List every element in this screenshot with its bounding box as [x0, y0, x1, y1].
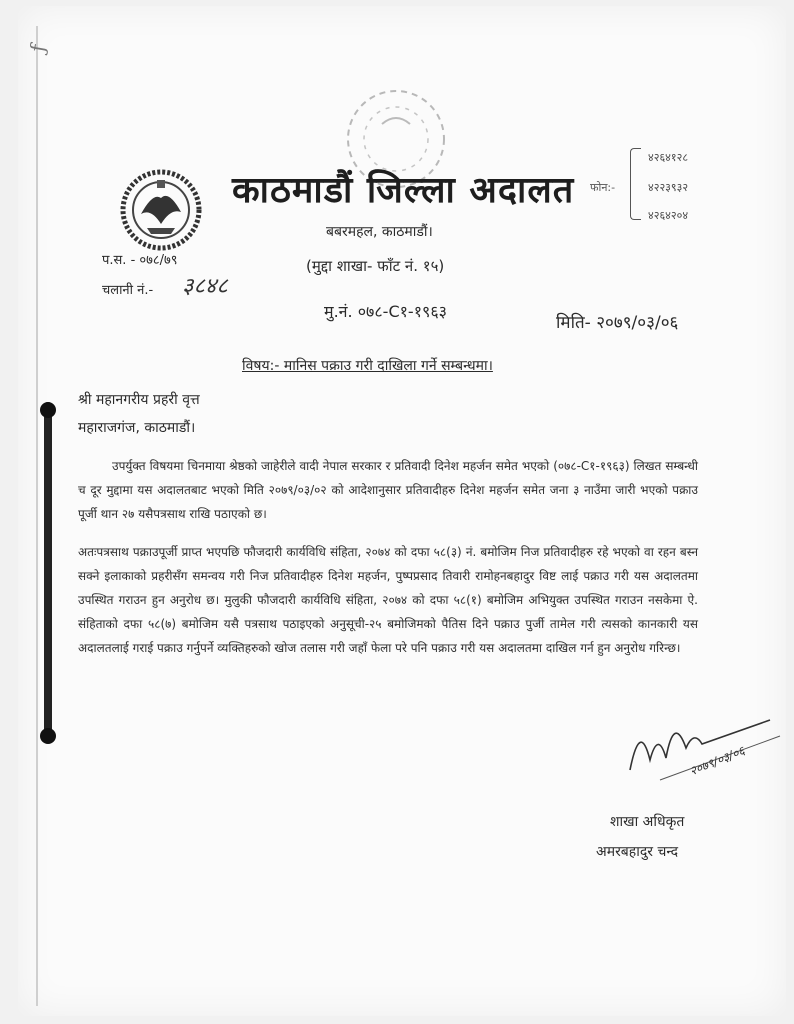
nepal-emblem-icon	[117, 168, 205, 252]
recipient-location: महाराजगंज, काठमाडौं।	[78, 420, 196, 436]
case-number: मु.नं. ०७८-C१-१९६३	[324, 302, 447, 321]
phone-label: फोन:-	[590, 181, 616, 194]
signatory-name: अमरबहादुर चन्द	[596, 844, 679, 860]
court-name: काठमाडौं जिल्ला अदालत	[232, 170, 575, 211]
body-paragraph-1: उपर्युक्त विषयमा चिनमाया श्रेष्ठको जाहेरीले वादी नेपाल सरकार र प्रतिवादी दिनेश महर्जन समेत भएको (०७८-C१-१९६३) लिखत सम्बन्धी च दूर मुद्दामा यस अदालतबाट भएको मिति २०७९/०३/०२ को आदेशानुसार प्रतिवादीहरु दिनेश महर्जन समेत जना ३ नाउँमा जारी भएको पक्राउ पूर्जी थान २७ यसैपत्रसाथ राखि पठाएको छ।	[78, 459, 698, 521]
court-branch: (मुद्दा शाखा- फाँट नं. १५)	[306, 257, 445, 275]
phone-number-3: ४२६४२०४	[648, 209, 689, 222]
signature-date: २०७९/०३/०६	[687, 743, 747, 779]
signature-scribble	[620, 700, 790, 790]
phone-number-2: ४२२३९३२	[648, 181, 689, 194]
punch-hole	[40, 728, 56, 744]
phone-number-1: ४२६४१२८	[648, 151, 689, 164]
binder-strip	[44, 402, 52, 742]
signatory-title: शाखा अधिकृत	[610, 814, 685, 830]
chalani-number-handwritten: ३८४८	[182, 274, 228, 299]
phone-bracket	[630, 148, 641, 220]
reference-number: प.स. - ०७८/७९	[102, 253, 178, 268]
paper-edge	[36, 26, 38, 1006]
punch-hole	[40, 402, 56, 418]
chalani-label: चलानी नं.-	[102, 283, 154, 298]
letter-date: मिति- २०७९/०३/०६	[556, 313, 679, 333]
letter-subject: विषय:- मानिस पक्राउ गरी दाखिला गर्ने सम्बन्धमा।	[242, 358, 493, 374]
court-address: बबरमहल, काठमाडौं।	[326, 224, 433, 240]
body-paragraph-2: अतःपत्रसाथ पक्राउपूर्जी प्राप्त भएपछि फौजदारी कार्यविधि संहिता, २०७४ को दफा ५८(३) नं. बमोजिम निज प्रतिवादीहरु रहे भएको वा रहन बस्न सक्ने इलाकाको प्रहरीसँग समन्वय गरी निज प्रतिवादीहरु दिनेश महर्जन, पुष्पप्रसाद तिवारी रामोहनबहादुर विष्ट लाई पक्राउ गरी यस अदालतमा उपस्थित गराउन हुन अनुरोध छ। मुलुकी फौजदारी कार्यविधि संहिता, २०७४ को दफा ५८(१) बमोजिम अभियुक्त उपस्थित गराउन नसकेमा ऐ. संहिताको दफा ५८(७) बमोजिम यसै पत्रसाथ पठाइएको अनुसूची-२५ बमोजिमको पैतिस दिने पक्राउ पुर्जी तामेल गरी त्यसको कानकारी यस अदालतलाई गराई पक्राउ गर्नुपर्ने व्यक्तिहरुको खोज तलास गरी जहाँ फेला परे पनि पक्राउ गरी यस अदालतमा दाखिल गर्न हुन अनुरोध गरिन्छ।	[78, 545, 698, 655]
recipient-office: श्री महानगरीय प्रहरी वृत्त	[78, 392, 200, 408]
margin-scribble: ƒ	[25, 42, 51, 54]
